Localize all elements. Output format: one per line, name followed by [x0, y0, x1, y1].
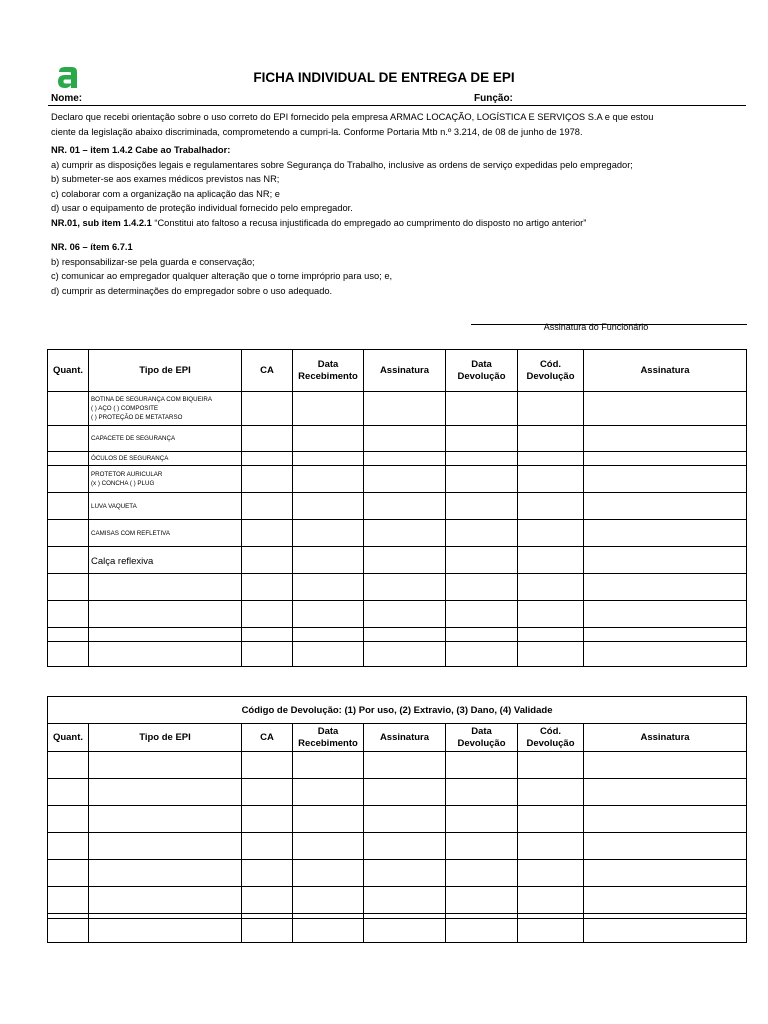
- col-assinatura: Assinatura: [364, 724, 446, 752]
- epi-calca: Calça reflexiva: [89, 547, 242, 574]
- nr06-section: [51, 240, 751, 298]
- epi-oculos: ÓCULOS DE SEGURANÇA: [89, 452, 242, 466]
- epi-table: [47, 349, 747, 667]
- table-row: [48, 752, 747, 779]
- codigo-devolucao: Código de Devolução: (1) Por uso, (2) Extravio, (3) Dano, (4) Validade: [48, 697, 747, 724]
- table-row: [48, 493, 747, 520]
- nr01-item: d) usar o equipamento de proteção individual fornecido pelo empregador.: [51, 203, 353, 213]
- signature-line[interactable]: [471, 324, 747, 325]
- epi-capacete: CAPACETE DE SEGURANÇA: [89, 426, 242, 452]
- nr06-item: b) responsabilizar-se pela guarda e conservação;: [51, 256, 255, 267]
- nr01-subitem: [51, 216, 751, 231]
- nr01-item: a) cumprir as disposições legais e regulamentares sobre Segurança do Trabalho, inclusive as ordens de serviço expedidas pelo empregador;: [51, 159, 633, 170]
- col-quant: Quant.: [48, 724, 89, 752]
- table-row: [48, 887, 747, 914]
- table-row: [48, 452, 747, 466]
- funcao-label: Função:: [474, 93, 513, 104]
- devolucao-table: [47, 696, 747, 943]
- table-row: [48, 860, 747, 887]
- col-data-devolucao: Data Devolução: [446, 724, 518, 752]
- table-header-row: [48, 350, 747, 392]
- page-title: FICHA INDIVIDUAL DE ENTREGA DE EPI: [253, 70, 515, 85]
- table-row: [48, 392, 747, 426]
- nome-label: Nome:: [51, 93, 83, 104]
- table-row: [48, 466, 747, 493]
- col-quant: Quant.: [48, 350, 89, 392]
- table-row: [48, 919, 747, 943]
- nr01-item: b) submeter-se aos exames médicos previstos nas NR;: [51, 174, 280, 184]
- codigo-row: [48, 697, 747, 724]
- nr01-subitem-label: NR.01, sub item 1.4.2.1: [51, 218, 152, 228]
- epi-botina: BOTINA DE SEGURANÇA COM BIQUEIRA ( ) AÇO ( ) COMPOSITE ( ) PROTEÇÃO DE METATARSO: [89, 392, 242, 426]
- nr01-subitem-text: “Constitui ato faltoso a recusa injustificada do empregado ao cumprimento do disposto no artigo anterior”: [151, 218, 587, 228]
- col-assinatura-2: Assinatura: [584, 724, 747, 752]
- col-tipo: Tipo de EPI: [89, 724, 242, 752]
- nr06-item: d) cumprir as determinações do empregador sobre o uso adequado.: [51, 285, 333, 296]
- col-ca: CA: [242, 724, 293, 752]
- table-row: [48, 806, 747, 833]
- table-row: [48, 574, 747, 601]
- header-divider: [48, 105, 746, 106]
- table-row: [48, 779, 747, 806]
- declaration-line: Declaro que recebi orientação sobre o uso correto do EPI fornecido pela empresa ARMAC LOCAÇÃO, LOGÍSTICA E SERVIÇOS S.A e que estou: [51, 112, 654, 122]
- declaration-line: ciente da legislação abaixo discriminada, comprometendo a cumpri-la. Conforme Portaria Mtb n.º 3.214, de 08 de junho de 1978.: [51, 126, 583, 137]
- declaration-text: [51, 110, 751, 139]
- table-header-row: [48, 724, 747, 752]
- table-row: [48, 601, 747, 628]
- epi-luva: LUVA VAQUETA: [89, 493, 242, 520]
- col-data-recebimento: Data Recebimento: [293, 350, 364, 392]
- nr06-heading: NR. 06 – ítem 6.7.1: [51, 242, 133, 252]
- col-data-devolucao: Data Devolução: [446, 350, 518, 392]
- col-ca: CA: [242, 350, 293, 392]
- table-row: [48, 520, 747, 547]
- epi-camisas: CAMISAS COM REFLETIVA: [89, 520, 242, 547]
- table-row: [48, 642, 747, 667]
- epi-protetor: PROTETOR AURICULAR (x ) CONCHA ( ) PLUG: [89, 466, 242, 493]
- nr01-heading: NR. 01 – item 1.4.2 Cabe ao Trabalhador:: [51, 145, 231, 155]
- table-row: [48, 547, 747, 574]
- nr01-section: [51, 143, 751, 216]
- table-row: [48, 833, 747, 860]
- nr06-item: c) comunicar ao empregador qualquer alteração que o torne impróprio para uso; e,: [51, 271, 393, 281]
- table-row: [48, 426, 747, 452]
- col-cod-devolucao: Cód. Devolução: [518, 724, 584, 752]
- signature-label: Assinatura do Funcionário: [543, 322, 649, 330]
- col-cod-devolucao: Cód. Devolução: [518, 350, 584, 392]
- col-tipo: Tipo de EPI: [89, 350, 242, 392]
- col-assinatura-2: Assinatura: [584, 350, 747, 392]
- col-assinatura: Assinatura: [364, 350, 446, 392]
- nr01-item: c) colaborar com a organização na aplicação das NR; e: [51, 188, 280, 199]
- table-row: [48, 628, 747, 642]
- col-data-recebimento: Data Recebimento: [293, 724, 364, 752]
